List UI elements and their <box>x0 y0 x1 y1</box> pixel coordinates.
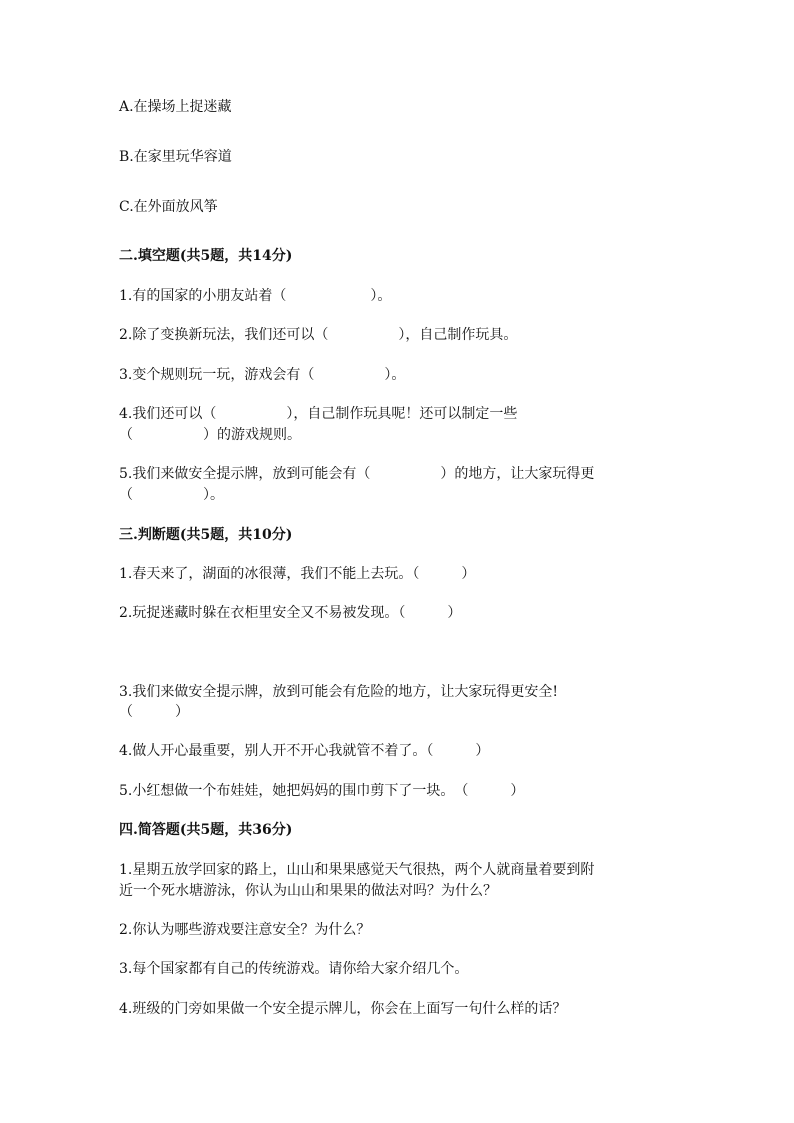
short-answer-q1-line1: 1.星期五放学回家的路上，山山和果果感觉天气很热，两个人就商量着要到附 <box>119 862 595 878</box>
short-answer-q4: 4.班级的门旁如果做一个安全提示牌儿，你会在上面写一句什么样的话？ <box>119 1001 567 1017</box>
true-false-q3-line2: （ ） <box>119 704 189 720</box>
true-false-q1: 1.春天来了，湖面的冰很薄，我们不能上去玩。（ ） <box>119 566 476 582</box>
short-answer-q3: 3.每个国家都有自己的传统游戏。请你给大家介绍几个。 <box>119 961 469 977</box>
true-false-q4: 4.做人开心最重要，别人开不开心我就管不着了。（ ） <box>119 743 490 759</box>
fill-blank-q5-line2: （ ）。 <box>119 487 224 503</box>
option-c: C.在外面放风筝 <box>119 199 218 215</box>
option-a: A.在操场上捉迷藏 <box>119 99 232 115</box>
section-heading-fill-blank: 二.填空题(共5题，共14分) <box>119 248 293 264</box>
option-b: B.在家里玩华容道 <box>119 149 232 165</box>
fill-blank-q3: 3.变个规则玩一玩，游戏会有（ ）。 <box>119 367 406 383</box>
section-heading-true-false: 三.判断题(共5题，共10分) <box>119 527 293 543</box>
fill-blank-q4-line1: 4.我们还可以（ ），自己制作玩具呢！还可以制定一些 <box>119 406 518 422</box>
fill-blank-q1: 1.有的国家的小朋友站着（ ）。 <box>119 288 392 304</box>
true-false-q3-line1: 3.我们来做安全提示牌，放到可能会有危险的地方，让大家玩得更安全! <box>119 684 558 700</box>
true-false-q2: 2.玩捉迷藏时躲在衣柜里安全又不易被发现。（ ） <box>119 605 462 621</box>
fill-blank-q5-line1: 5.我们来做安全提示牌，放到可能会有（ ）的地方，让大家玩得更 <box>119 466 595 482</box>
short-answer-q2: 2.你认为哪些游戏要注意安全？为什么？ <box>119 922 371 938</box>
short-answer-q1-line2: 近一个死水塘游泳，你认为山山和果果的做法对吗？为什么？ <box>119 883 497 899</box>
fill-blank-q2: 2.除了变换新玩法，我们还可以（ ），自己制作玩具。 <box>119 327 518 343</box>
true-false-q5: 5.小红想做一个布娃娃，她把妈妈的围巾剪下了一块。 （ ） <box>119 783 525 799</box>
fill-blank-q4-line2: （ ）的游戏规则。 <box>119 427 301 443</box>
section-heading-short-answer: 四.简答题(共5题，共36分) <box>119 822 293 838</box>
